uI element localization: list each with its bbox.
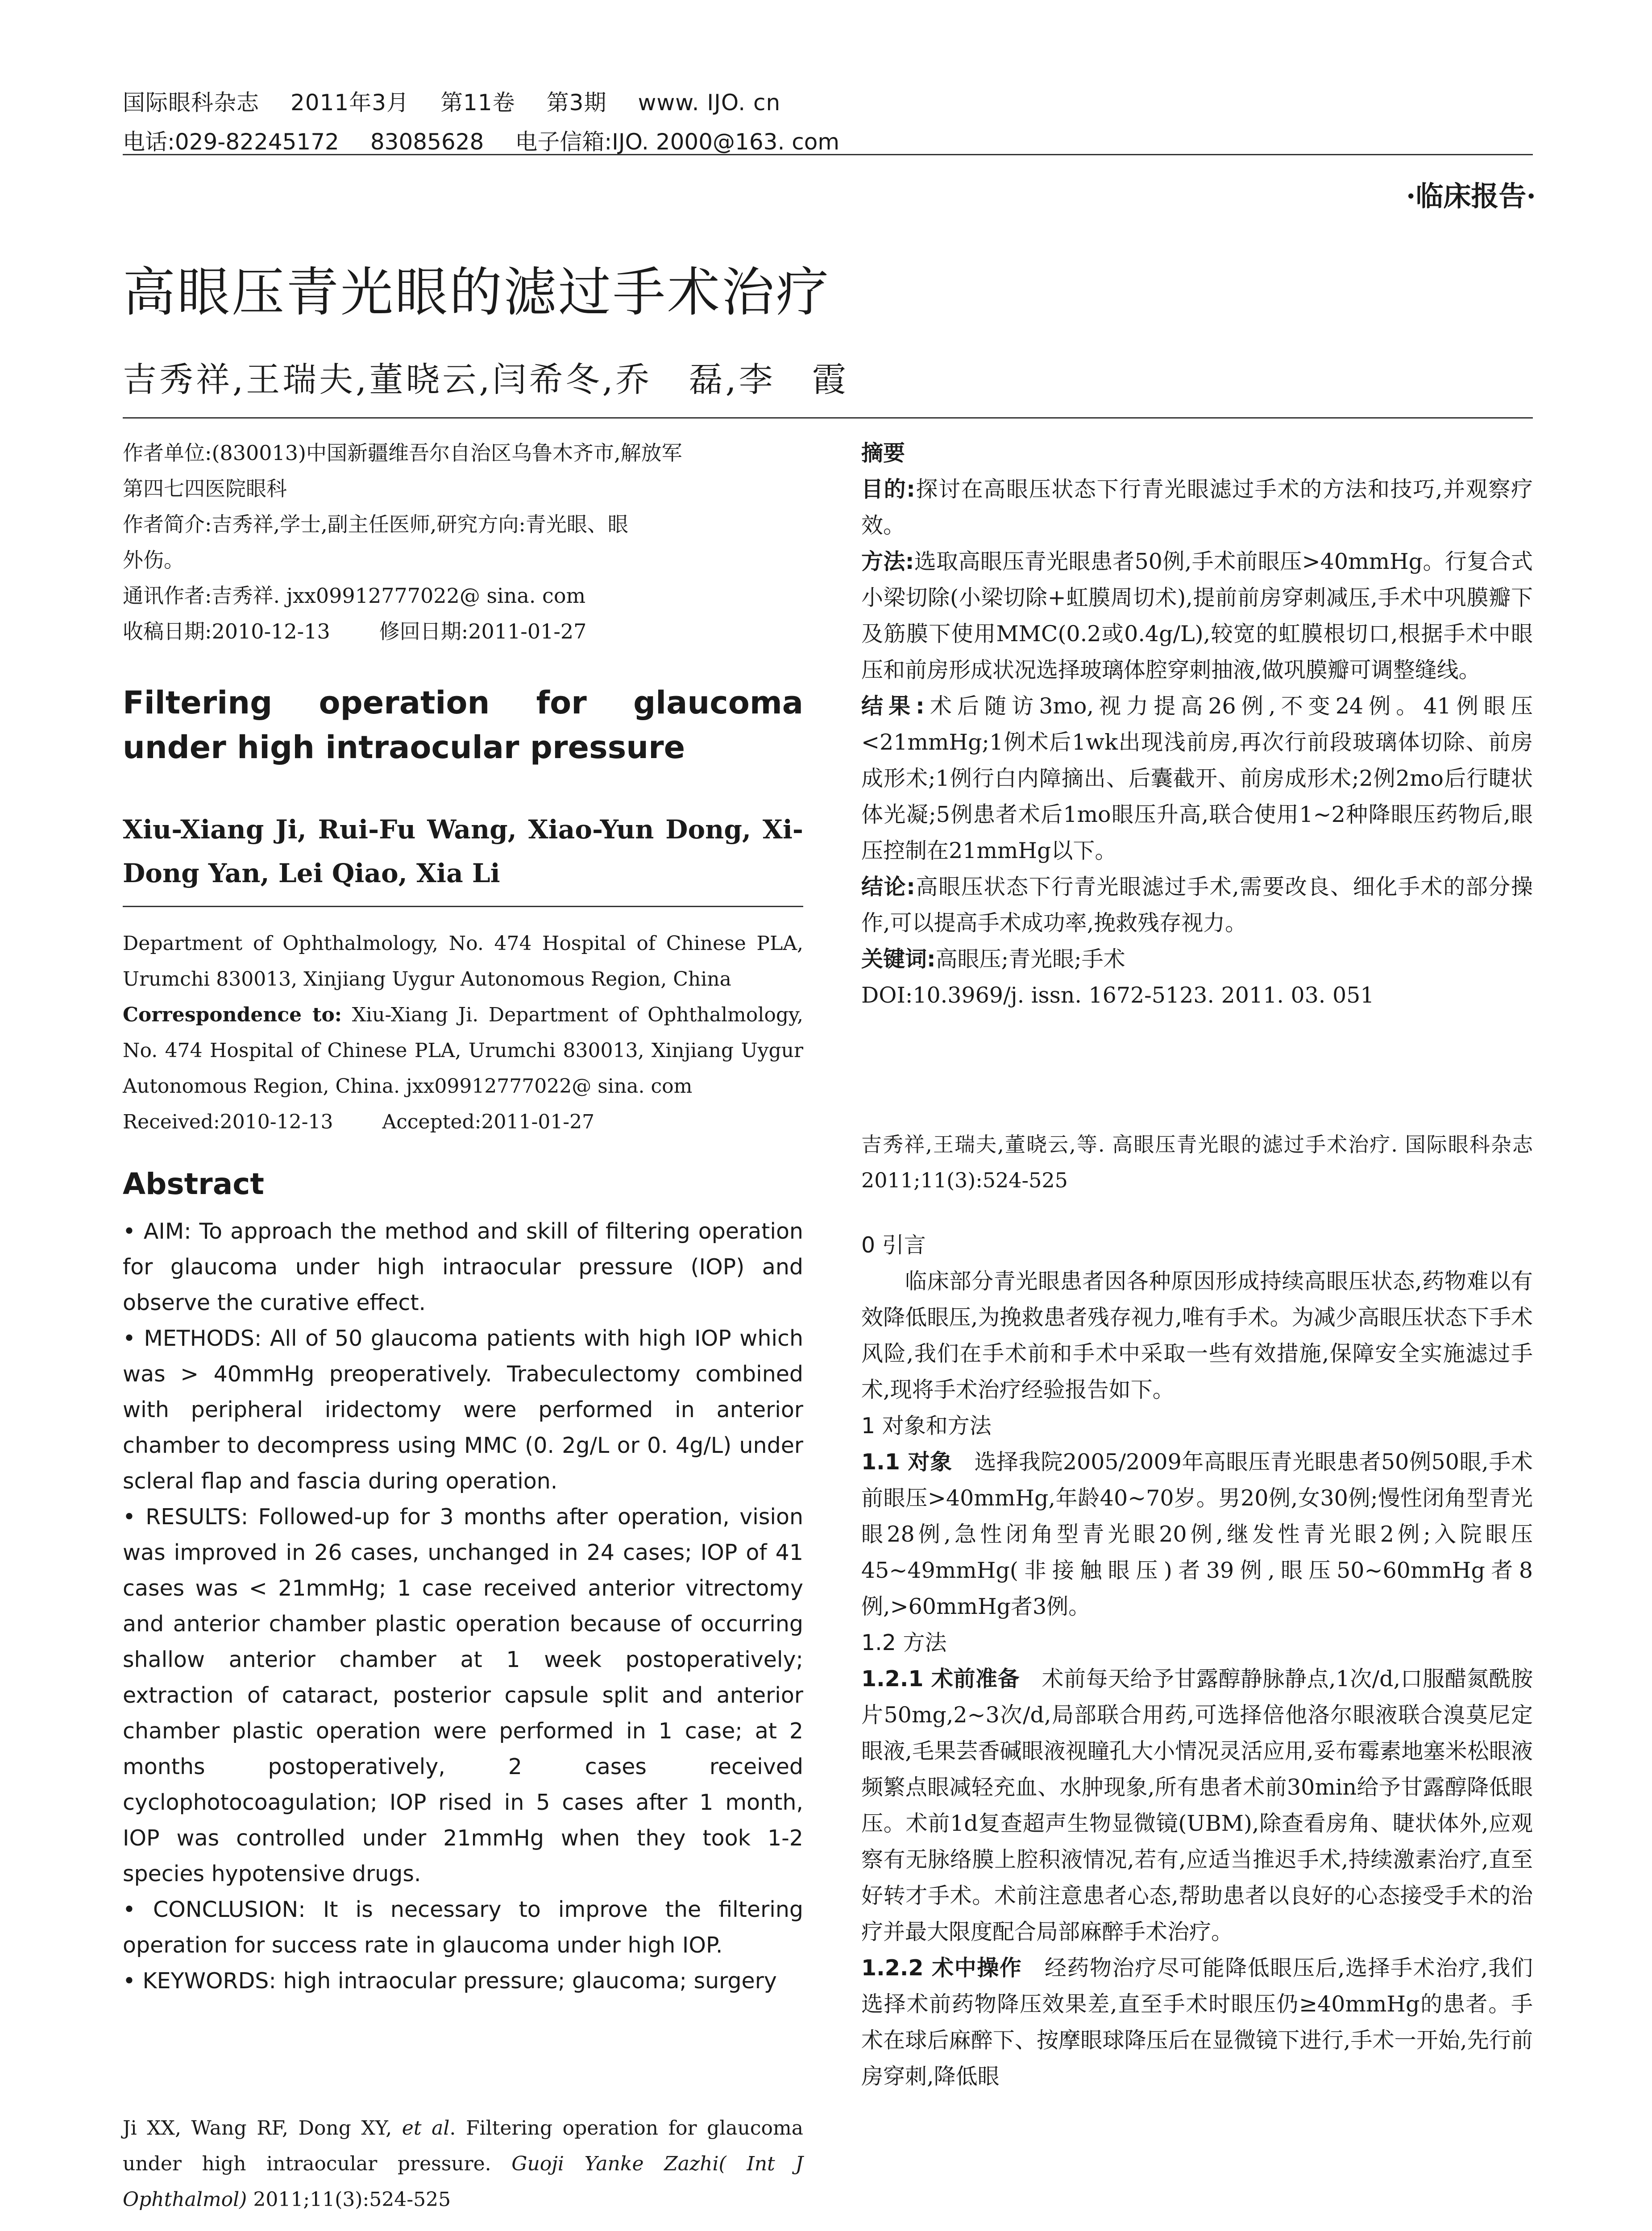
journal-header-line — [123, 85, 812, 117]
abstract-cn-results — [861, 688, 1533, 869]
header-rule — [123, 154, 1533, 155]
text-subjects: 选择我院2005/2009年高眼压青光眼患者50例50眼,手术前眼压>40mmHg,年龄40~70岁。男20例,女30例;慢性闭角型青光眼28例,急性闭角型青光眼20例,继发性青光眼2例;入院眼压45~49mmHg(非接触眼压)者39例,眼压50~60mmHg者8例,>60mmHg者3例。 — [861, 1449, 1533, 1619]
paragraph-intraop — [861, 1950, 1533, 2094]
left-rule — [123, 906, 803, 907]
issue: 第3期 — [546, 90, 607, 116]
journal-contact-line — [123, 124, 871, 156]
author-bio-cont: 外伤。 — [123, 548, 184, 572]
abstract-methods: • METHODS: All of 50 glaucoma patients with high IOP which was > 40mmHg preoperatively. Trabeculectomy combined with peripheral iridectomy were performed in anterior chamber to decompress using MMC (0. 2g/L or 0. 4g/L) under scleral flap and fascia during operation. — [123, 1326, 803, 1494]
abstract-results: • RESULTS: Followed-up for 3 months after operation, vision was improved in 26 cases, unchanged in 24 cases; IOP of 41 cases was < 21mmHg; 1 case received anterior vitrectomy and anterior chamber plastic operation because of occurring shallow anterior chamber at 1 week postoperatively; extraction of cataract, posterior capsule split and anterior chamber plastic operation were performed in 1 case; at 2 months postoperatively, 2 cases received cyclophotocoagulation; IOP rised in 5 cases after 1 month, IOP was controlled under 21mmHg when they took 1-2 species hypotensive drugs. — [123, 1504, 803, 1887]
citation-volume: 2011;11(3):524-525 — [253, 2188, 451, 2211]
citation-en — [123, 2111, 803, 2218]
text-intraop: 经药物治疗尽可能降低眼压后,选择手术治疗,我们选择术前药物降压效果差,直至手术时眼压仍≥40mmHg的患者。手术在球后麻醉下、按摩眼球降压后在显微镜下进行,手术一开始,先行前房穿刺,降低眼 — [861, 1955, 1533, 2089]
text-methods: 选取高眼压青光眼患者50例,手术前眼压>40mmHg。行复合式小梁切除(小梁切除+虹膜周切术),提前前房穿刺减压,手术中巩膜瓣下及筋膜下使用MMC(0.2或0.4g/L),较宽的虹膜根切口,根据手术中眼压和前房形成状况选择玻璃体腔穿刺抽液,做巩膜瓣可调整缝线。 — [861, 549, 1533, 683]
dates-en — [123, 1104, 803, 1140]
heading-methods: 1 对象和方法 — [861, 1413, 992, 1439]
heading-subjects: 1.1 对象 — [861, 1449, 952, 1475]
author-unit: 作者单位:(830013)中国新疆维吾尔自治区乌鲁木齐市,解放军 — [123, 441, 682, 465]
article-title-cn: 高眼压青光眼的滤过手术治疗 — [123, 261, 831, 323]
text-aim: 探讨在高眼压状态下行青光眼滤过手术的方法和技巧,并观察疗效。 — [861, 477, 1533, 538]
abstract-heading-en: Abstract — [123, 1167, 264, 1201]
label-results: 结果: — [861, 693, 925, 719]
authors-cn: 吉秀祥,王瑞夫,董晓云,闫希冬,乔 磊,李 霞 — [123, 360, 849, 399]
paragraph-intro: 临床部分青光眼患者因各种原因形成持续高眼压状态,药物难以有效降低眼压,为挽救患者残存视力,唯有手术。为减少高眼压状态下手术风险,我们在手术前和手术中采取一些有效措施,保障安全实施滤过手术,现将手术治疗经验报告如下。 — [861, 1269, 1533, 1402]
received-date-en: Received:2010-12-13 — [123, 1111, 333, 1133]
revised-date-cn: 修回日期:2011-01-27 — [379, 619, 587, 643]
citation-authors: Ji XX, Wang RF, Dong XY, — [123, 2117, 392, 2140]
abstract-cn-methods — [861, 543, 1533, 688]
citation-etal: et al — [402, 2117, 450, 2140]
abstract-aim: • AIM: To approach the method and skill of filtering operation for glaucoma under high intraocular pressure (IOP) and observe the curative effect. — [123, 1219, 803, 1315]
citation-title: . Filtering operation for glaucoma under high intraocular pressure. — [123, 2117, 803, 2175]
correspondence-text: Xiu-Xiang Ji. Department of Ophthalmology, No. 474 Hospital of Chinese PLA, Urumchi 830013, Xinjiang Uygur Autonomous Region, China. jxx09912777022@ sina. com — [123, 1004, 803, 1098]
heading-intro: 0 引言 — [861, 1232, 926, 1258]
phone: 电话:029-82245172 — [123, 129, 339, 155]
phone2: 83085628 — [370, 129, 484, 155]
author-bio: 作者简介:吉秀祥,学士,副主任医师,研究方向:青光眼、眼 — [123, 512, 628, 536]
doi: DOI:10.3969/j. issn. 1672-5123. 2011. 03. 051 — [861, 983, 1374, 1008]
abstract-cn — [861, 435, 1533, 1013]
received-date-cn: 收稿日期:2010-12-13 — [123, 619, 330, 643]
author-unit-cont: 第四七四医院眼科 — [123, 477, 287, 501]
text-results: 术后随访3mo,视力提高26例,不变24例。41例眼压<21mmHg;1例术后1wk出现浅前房,再次行前段玻璃体切除、前房成形术;1例行白内障摘出、后囊截开、前房成形术;2例2mo后行睫状体光凝;5例患者术后1mo眼压升高,联合使用1~2种降眼压药物后,眼压控制在21mmHg以下。 — [861, 693, 1533, 863]
abstract-cn-conclusion — [861, 869, 1533, 941]
article-title-en: Filtering operation for glaucoma under high intraocular pressure — [123, 684, 803, 766]
text-preop: 术前每天给予甘露醇静脉静点,1次/d,口服醋氮酰胺片50mg,2~3次/d,局部联合用药,可选择倍他洛尔眼液联合溴莫尼定眼液,毛果芸香碱眼液视瞳孔大小情况灵活应用,妥布霉素地塞米松眼液频繁点眼减轻充血、水肿现象,所有患者术前30min给予甘露醇降低眼压。术前1d复查超声生物显微镜(UBM),除查看房角、睫状体外,应观察有无脉络膜上腔积液情况,若有,应适当推迟手术,持续激素治疗,直至好转才手术。术前注意患者心态,帮助患者以良好的心态接受手术的治疗并最大限度配合局部麻醉手术治疗。 — [861, 1666, 1533, 1945]
author-info — [123, 435, 803, 649]
label-keywords: 关键词: — [861, 946, 936, 972]
correspondence-label: Correspondence to: — [123, 1004, 342, 1026]
email: 电子信箱:IJO. 2000@163. com — [515, 129, 840, 155]
heading-method: 1.2 方法 — [861, 1630, 947, 1655]
accepted-date-en: Accepted:2011-01-27 — [382, 1111, 595, 1133]
affiliation-en — [123, 926, 803, 1140]
abstract-cn-keywords — [861, 941, 1533, 977]
abstract-cn-aim — [861, 471, 1533, 543]
citation-journal: Guoji Yanke Zazhi( Int J Ophthalmol) — [123, 2152, 803, 2211]
paragraph-preop — [861, 1661, 1533, 1950]
title-rule — [123, 417, 1533, 419]
journal-name: 国际眼科杂志 — [123, 90, 259, 116]
corresponding-author: 通讯作者:吉秀祥. jxx09912777022@ sina. com — [123, 584, 586, 608]
paragraph-subjects — [861, 1444, 1533, 1625]
abstract-conclusion: • CONCLUSION: It is necessary to improve the filtering operation for success rate in glaucoma under high IOP. — [123, 1897, 803, 1958]
text-keywords: 高眼压;青光眼;手术 — [935, 946, 1125, 972]
body-cn — [861, 1227, 1533, 2094]
citation-cn: 吉秀祥,王瑞夫,董晓云,等. 高眼压青光眼的滤过手术治疗. 国际眼科杂志 2011;11(3):524-525 — [861, 1132, 1533, 1192]
abstract-body-en — [123, 1214, 803, 1999]
authors-en: Xiu-Xiang Ji, Rui-Fu Wang, Xiao-Yun Dong, Xi-Dong Yan, Lei Qiao, Xia Li — [123, 814, 803, 888]
section-label: ·临床报告· — [1406, 180, 1536, 212]
department-en: Department of Ophthalmology, No. 474 Hospital of Chinese PLA, Urumchi 830013, Xinjiang Uygur Autonomous Region, China — [123, 932, 803, 991]
abstract-keywords: • KEYWORDS: high intraocular pressure; glaucoma; surgery — [123, 1968, 777, 1994]
website: www. IJO. cn — [638, 90, 781, 116]
issue-date: 2011年3月 — [291, 90, 410, 116]
label-aim: 目的: — [861, 477, 915, 502]
text-conclusion: 高眼压状态下行青光眼滤过手术,需要改良、细化手术的部分操作,可以提高手术成功率,挽救残存视力。 — [861, 874, 1533, 936]
correspondence-en — [123, 997, 803, 1104]
abstract-heading-cn: 摘要 — [861, 440, 905, 466]
dates-cn — [123, 614, 803, 649]
heading-intraop: 1.2.2 术中操作 — [861, 1955, 1022, 1981]
volume: 第11卷 — [440, 90, 515, 116]
label-methods: 方法: — [861, 549, 914, 574]
heading-preop: 1.2.1 术前准备 — [861, 1666, 1020, 1692]
label-conclusion: 结论: — [861, 874, 915, 900]
